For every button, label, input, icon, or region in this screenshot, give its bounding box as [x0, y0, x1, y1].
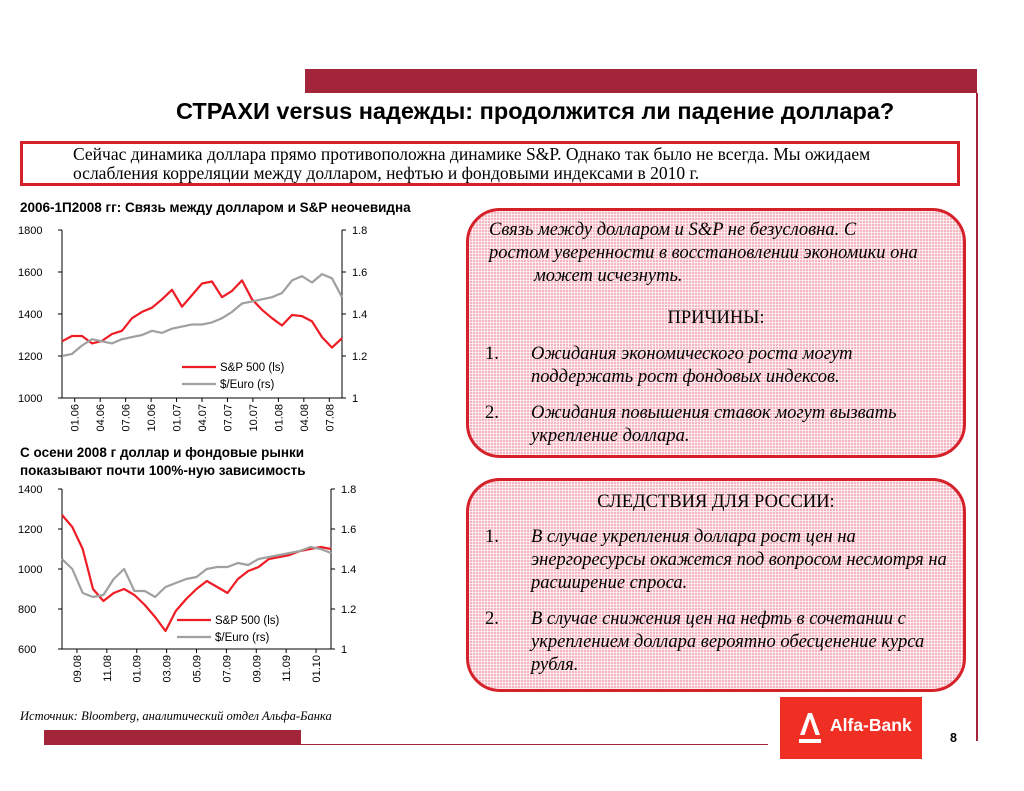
- y-left-tick-label: 1000: [18, 393, 43, 405]
- panel1-heading: ПРИЧИНЫ:: [667, 308, 765, 328]
- x-tick-label: 01.09: [131, 655, 144, 683]
- panel1-list: [485, 343, 955, 461]
- intro-text: Сейчас динамика доллара прямо противоположна динамике S&P. Однако так было не всегда. Мы ожидаем ослабления корреляции между долларом, нефтью и фондовыми индексами в 2010 г.: [73, 144, 871, 183]
- y-right-tick-label: 1.4: [352, 309, 368, 321]
- list-item: [485, 608, 955, 677]
- y-right-tick-label: 1: [341, 644, 348, 656]
- y-left-tick-label: 1600: [18, 267, 43, 279]
- list-item: [485, 402, 955, 448]
- y-right-tick-label: 1.8: [352, 225, 368, 237]
- legend-label: S&P 500 (ls): [215, 615, 280, 627]
- list-text: В случае укрепления доллара рост цен на энергоресурсы окажется под вопросом несмотря на расширение спроса.: [531, 527, 947, 593]
- panel1-lead-line: Связь между долларом и S&P не безусловна. С: [489, 220, 857, 240]
- panel1-lead-cont: ростом уверенности в восстановлении экономики она может исчезнуть.: [489, 243, 918, 286]
- panel2-heading: СЛЕДСТВИЯ ДЛЯ РОССИИ:: [597, 492, 835, 512]
- list-text: Ожидания повышения ставок могут вызвать укрепление доллара.: [531, 403, 897, 446]
- y-right-tick-label: 1.6: [352, 267, 368, 279]
- y-left-tick-label: 1000: [18, 564, 43, 576]
- footer-accent-bar: [44, 730, 301, 744]
- list-number: 2.: [485, 609, 499, 629]
- x-tick-label: 04.08: [298, 404, 311, 432]
- consequences-panel: [466, 478, 966, 692]
- x-tick-label: 03.09: [161, 655, 174, 683]
- x-tick-label: 11.08: [101, 655, 114, 682]
- list-item: [485, 343, 955, 389]
- x-tick-label: 09.09: [251, 655, 264, 683]
- y-right-tick-label: 1.8: [341, 484, 357, 496]
- alfa-bank-logo: [780, 697, 922, 759]
- x-tick-label: 07.09: [221, 655, 234, 683]
- y-left-tick-label: 800: [18, 604, 37, 616]
- y-right-tick-label: 1.2: [341, 604, 357, 616]
- x-tick-label: 01.10: [311, 655, 324, 683]
- source-note: Источник: Bloomberg, аналитический отдел Альфа-Банка: [20, 709, 332, 723]
- x-tick-label: 10.07: [247, 404, 260, 432]
- right-accent-line: [976, 93, 978, 741]
- reasons-panel: [466, 208, 966, 458]
- list-number: 1.: [485, 344, 499, 364]
- y-left-tick-label: 1400: [18, 484, 43, 496]
- sp500-line: [62, 515, 331, 631]
- x-tick-label: 07.07: [222, 404, 235, 432]
- list-number: 2.: [485, 403, 499, 423]
- y-left-tick-label: 1200: [18, 524, 43, 536]
- y-right-tick-label: 1.2: [352, 351, 368, 363]
- y-left-tick-label: 1400: [18, 309, 43, 321]
- x-tick-label: 07.06: [120, 404, 133, 432]
- x-tick-label: 09.08: [71, 655, 84, 683]
- chart1: [0, 215, 465, 443]
- x-tick-label: 01.08: [273, 404, 286, 432]
- x-tick-label: 10.06: [146, 404, 159, 432]
- x-tick-label: 11.09: [281, 655, 294, 682]
- page-number: 8: [950, 731, 957, 745]
- legend-label: S&P 500 (ls): [220, 362, 285, 374]
- y-right-tick-label: 1.4: [341, 564, 357, 576]
- sp500-line: [62, 280, 342, 347]
- legend-label: $/Euro (rs): [220, 379, 275, 391]
- header-accent-bar: [305, 69, 977, 93]
- chart2: [0, 478, 465, 698]
- intro-box: [20, 141, 960, 186]
- y-left-tick-label: 1200: [18, 351, 43, 363]
- y-left-tick-label: 1800: [18, 225, 43, 237]
- x-tick-label: 05.09: [191, 655, 204, 683]
- y-left-tick-label: 600: [18, 644, 37, 656]
- list-text: Ожидания экономического роста могут поддержать рост фондовых индексов.: [531, 344, 853, 387]
- chart1-title: 2006-1П2008 гг: Связь между долларом и S&P неочевидна: [20, 200, 411, 215]
- panel1-lead: [489, 219, 949, 288]
- x-tick-label: 07.08: [324, 404, 337, 432]
- y-right-tick-label: 1.6: [341, 524, 357, 536]
- panel2-list: [485, 526, 955, 690]
- list-item: [485, 526, 955, 595]
- x-tick-label: 01.06: [69, 404, 82, 432]
- y-right-tick-label: 1: [352, 393, 359, 405]
- logo-text: Alfa-Bank: [830, 715, 912, 735]
- slide-title: СТРАХИ versus надежды: продолжится ли падение доллара?: [176, 98, 895, 124]
- legend-label: $/Euro (rs): [215, 632, 270, 644]
- list-number: 1.: [485, 527, 499, 547]
- x-tick-label: 04.07: [197, 404, 209, 432]
- alfa-a-icon: [794, 711, 826, 745]
- footer-line: [44, 744, 768, 745]
- x-tick-label: 01.07: [171, 404, 184, 432]
- list-text: В случае снижения цен на нефть в сочетании с укреплением доллара вероятно обесценение курса рубля.: [531, 609, 925, 675]
- x-tick-label: 04.06: [95, 404, 108, 432]
- chart2-title: С осени 2008 г доллар и фондовые рынки показывают почти 100%-ную зависимость: [20, 445, 306, 478]
